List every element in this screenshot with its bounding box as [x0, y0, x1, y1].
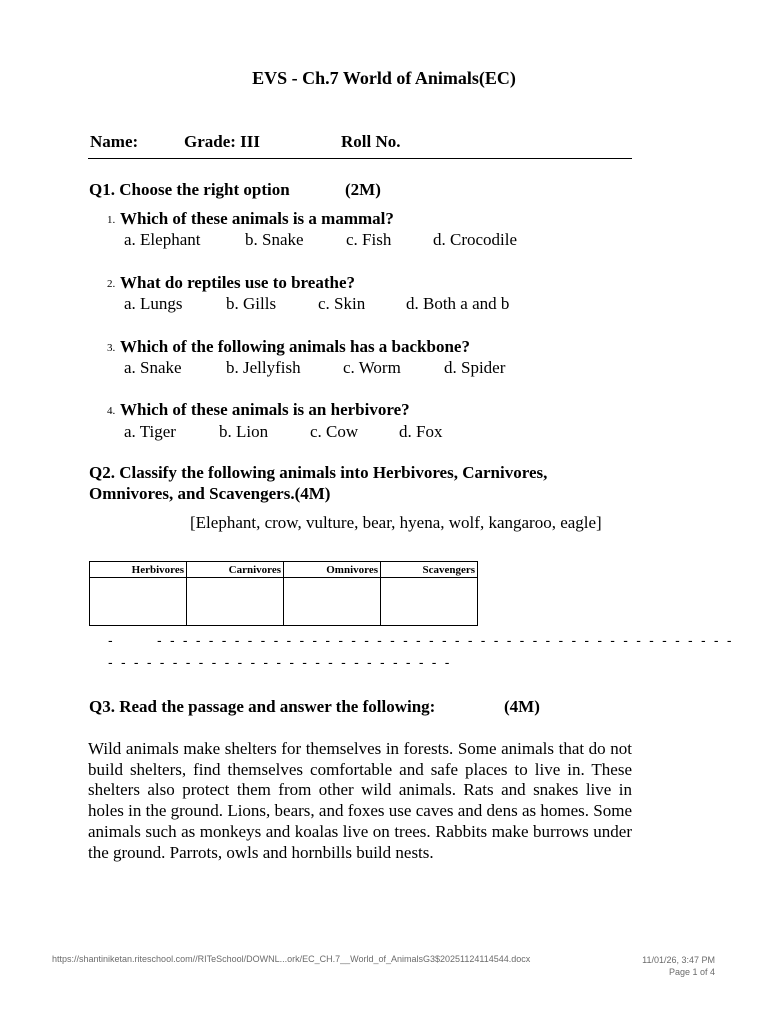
option-a: a. Tiger	[124, 422, 176, 441]
option-d: d. Spider	[444, 358, 506, 377]
option-b: b. Gills	[226, 294, 277, 313]
name-label: Name:	[90, 132, 139, 151]
answer-cell-herbivores	[90, 578, 187, 626]
roll-no-label: Roll No.	[341, 132, 401, 151]
q1-heading: Q1. Choose the right option	[89, 180, 290, 199]
option-a: a. Lungs	[124, 294, 183, 313]
column-header-omnivores: Omnivores	[284, 562, 381, 578]
question-text: Which of these animals is a mammal?	[120, 209, 394, 228]
footer-meta	[600, 954, 715, 978]
option-d: d. Both a and b	[406, 294, 510, 313]
question-text: Which of the following animals has a backbone?	[120, 337, 470, 356]
option-c: c. Fish	[346, 230, 392, 249]
option-d: d. Crocodile	[433, 230, 518, 249]
table-answer-row	[90, 578, 478, 626]
answer-cell-scavengers	[381, 578, 478, 626]
option-a: a. Elephant	[124, 230, 201, 249]
footer-url: https://shantiniketan.riteschool.com//RITeSchool/DOWNL...ork/EC_CH.7__World_of_AnimalsG3$20251124114544.docx	[52, 954, 531, 964]
answer-cell-omnivores	[284, 578, 381, 626]
q2-heading: Q2. Classify the following animals into Herbivores, Carnivores, Omnivores, and Scavengers.(4M)	[89, 463, 548, 503]
grade-label: Grade: III	[184, 132, 261, 151]
option-c: c. Worm	[343, 358, 401, 377]
animals-list: [Elephant, crow, vulture, bear, hyena, wolf, kangaroo, eagle]	[190, 513, 602, 532]
option-b: b. Jellyfish	[226, 358, 301, 377]
footer-page-number: Page 1 of 4	[668, 967, 715, 977]
header-divider	[88, 158, 632, 159]
footer-datetime: 11/01/26, 3:47 PM	[642, 955, 715, 965]
page-title: EVS - Ch.7 World of Animals(EC)	[252, 68, 516, 88]
question-number: 1.	[107, 214, 116, 226]
answer-dash-line-1: - - - - - - - - - - - - - - - - - - - - - - - - - - - - - - - - - - - - - - - - - - - - -	[157, 632, 734, 648]
answer-cell-carnivores	[187, 578, 284, 626]
question-1-2	[0, 273, 768, 313]
option-a: a. Snake	[124, 358, 182, 377]
q1-marks: (2M)	[345, 180, 381, 199]
question-1-1	[0, 209, 768, 249]
option-c: c. Skin	[318, 294, 366, 313]
answer-dash-line-start: -	[108, 632, 115, 648]
question-text: What do reptiles use to breathe?	[120, 273, 356, 292]
classification-table	[89, 561, 478, 626]
question-text: Which of these animals is an herbivore?	[120, 400, 410, 419]
option-d: d. Fox	[399, 422, 443, 441]
question-number: 2.	[107, 278, 116, 290]
reading-passage: Wild animals make shelters for themselves in forests. Some animals that do not build shelters, find themselves comfortable and safe places to live in. These shelters also protect them from other wild animals. Rats and snakes live in holes in the ground. Lions, bears, and foxes use caves and dens as homes. Some animals such as monkeys and koalas live on trees. Rabbits make burrows under the ground. Parrots, owls and hornbills build nests.	[88, 739, 632, 862]
column-header-carnivores: Carnivores	[187, 562, 284, 578]
question-number: 4.	[107, 405, 116, 417]
question-1-4	[0, 400, 768, 440]
answer-dash-line-2: - - - - - - - - - - - - - - - - - - - - - - - - - - -	[108, 654, 452, 670]
q3-heading: Q3. Read the passage and answer the following:	[89, 697, 436, 716]
table-header-row	[90, 562, 478, 578]
column-header-scavengers: Scavengers	[381, 562, 478, 578]
column-header-herbivores: Herbivores	[90, 562, 187, 578]
question-number: 3.	[107, 342, 116, 354]
option-b: b. Lion	[219, 422, 269, 441]
option-b: b. Snake	[245, 230, 304, 249]
question-1-3	[0, 337, 768, 377]
option-c: c. Cow	[310, 422, 359, 441]
q3-marks: (4M)	[504, 697, 540, 716]
